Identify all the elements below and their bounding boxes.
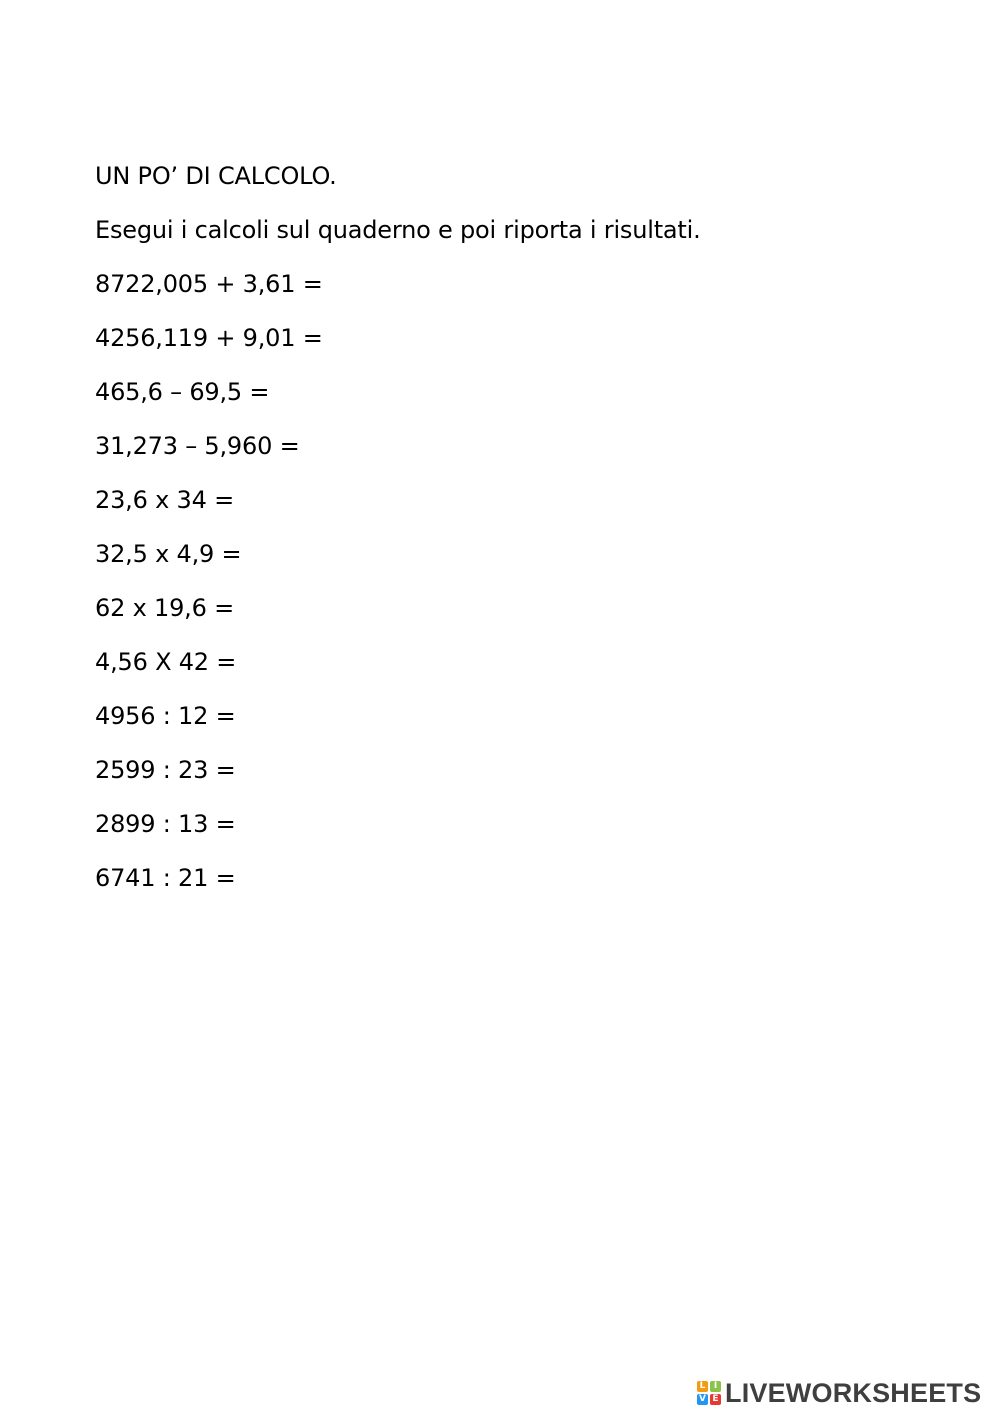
exercise-item: 4,56 X 42 = bbox=[95, 648, 237, 676]
logo-cell-l: L bbox=[697, 1381, 708, 1392]
worksheet-title: UN PO’ DI CALCOLO. bbox=[95, 162, 337, 190]
exercise-item: 32,5 x 4,9 = bbox=[95, 540, 242, 568]
exercise-item: 465,6 – 69,5 = bbox=[95, 378, 270, 406]
exercise-item: 2899 : 13 = bbox=[95, 810, 236, 838]
logo-cell-e: E bbox=[710, 1394, 721, 1405]
logo-cell-v: V bbox=[697, 1394, 708, 1405]
exercise-item: 6741 : 21 = bbox=[95, 864, 236, 892]
liveworksheets-logo-icon bbox=[697, 1381, 721, 1405]
exercise-item: 23,6 x 34 = bbox=[95, 486, 234, 514]
liveworksheets-brand bbox=[697, 1378, 981, 1408]
exercise-item: 4956 : 12 = bbox=[95, 702, 236, 730]
logo-cell-i: I bbox=[710, 1381, 721, 1392]
brand-text: LIVEWORKSHEETS bbox=[725, 1378, 982, 1408]
worksheet-content bbox=[95, 160, 955, 916]
exercise-item: 8722,005 + 3,61 = bbox=[95, 270, 323, 298]
exercise-item: 2599 : 23 = bbox=[95, 756, 236, 784]
exercise-item: 31,273 – 5,960 = bbox=[95, 432, 300, 460]
exercise-item: 62 x 19,6 = bbox=[95, 594, 234, 622]
exercise-item: 4256,119 + 9,01 = bbox=[95, 324, 323, 352]
worksheet-instruction: Esegui i calcoli sul quaderno e poi riporta i risultati. bbox=[95, 216, 701, 244]
